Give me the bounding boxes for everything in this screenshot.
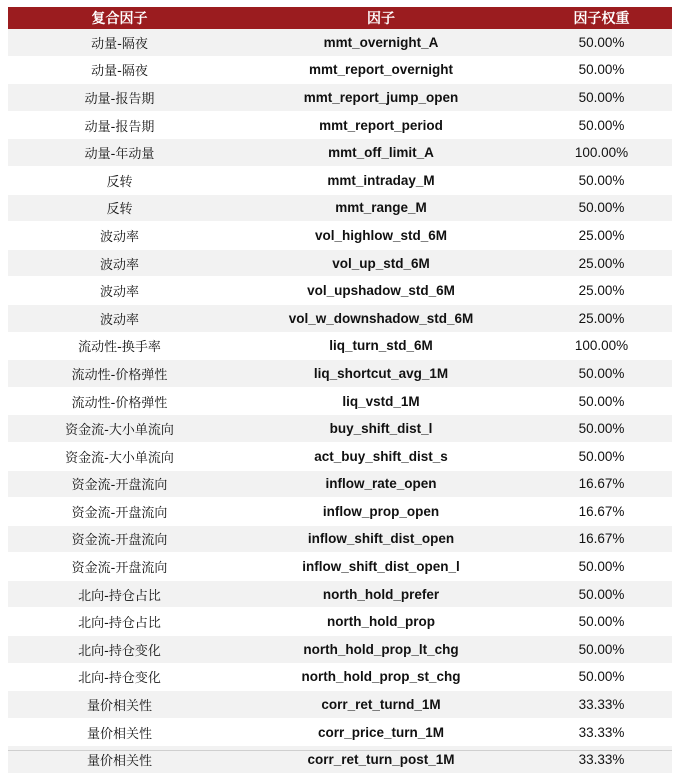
factor-name-cell: liq_vstd_1M: [231, 387, 531, 415]
factor-name-cell: corr_ret_turn_post_1M: [231, 746, 531, 774]
composite-factor-cell: 动量-报告期: [8, 111, 231, 139]
factor-name-cell: north_hold_prop: [231, 608, 531, 636]
factor-weight-cell: 33.33%: [531, 718, 672, 746]
composite-factor-cell: 量价相关性: [8, 691, 231, 719]
composite-factor-cell: 动量-年动量: [8, 139, 231, 167]
factor-name-cell: inflow_shift_dist_open_l: [231, 553, 531, 581]
composite-factor-cell: 动量-报告期: [8, 84, 231, 112]
factor-name-cell: buy_shift_dist_l: [231, 415, 531, 443]
table-row: [8, 498, 672, 526]
factor-name-cell: inflow_prop_open: [231, 498, 531, 526]
factor-name-cell: inflow_shift_dist_open: [231, 525, 531, 553]
composite-factor-cell: 北向-持仓占比: [8, 608, 231, 636]
factor-name-cell: vol_upshadow_std_6M: [231, 277, 531, 305]
composite-factor-cell: 流动性-换手率: [8, 332, 231, 360]
table-row: [8, 304, 672, 332]
factor-weight-cell: 50.00%: [531, 29, 672, 56]
factor-weight-cell: 25.00%: [531, 249, 672, 277]
factor-name-cell: corr_ret_turnd_1M: [231, 691, 531, 719]
table-row: [8, 718, 672, 746]
factor-weight-cell: 50.00%: [531, 111, 672, 139]
table-row: [8, 636, 672, 664]
factor-weight-cell: 50.00%: [531, 360, 672, 388]
bottom-rule: [8, 750, 672, 751]
table-row: [8, 580, 672, 608]
table-row: [8, 277, 672, 305]
factor-name-cell: mmt_off_limit_A: [231, 139, 531, 167]
table-row: [8, 29, 672, 56]
factor-name-cell: vol_w_downshadow_std_6M: [231, 304, 531, 332]
table-row: [8, 222, 672, 250]
table-row: [8, 84, 672, 112]
factor-weight-cell: 50.00%: [531, 387, 672, 415]
factor-weight-cell: 50.00%: [531, 194, 672, 222]
table-row: [8, 194, 672, 222]
table-row: [8, 608, 672, 636]
table-row: [8, 415, 672, 443]
factor-weight-cell: 25.00%: [531, 222, 672, 250]
factor-weight-cell: 16.67%: [531, 525, 672, 553]
factor-weight-cell: 50.00%: [531, 636, 672, 664]
factor-name-cell: north_hold_prop_lt_chg: [231, 636, 531, 664]
table-row: [8, 360, 672, 388]
table-header: [8, 7, 672, 29]
composite-factor-cell: 资金流-开盘流向: [8, 553, 231, 581]
table-row: [8, 663, 672, 691]
composite-factor-cell: 资金流-大小单流向: [8, 442, 231, 470]
composite-factor-cell: 波动率: [8, 277, 231, 305]
factor-weight-cell: 25.00%: [531, 304, 672, 332]
composite-factor-cell: 波动率: [8, 222, 231, 250]
composite-factor-cell: 资金流-开盘流向: [8, 470, 231, 498]
table-row: [8, 691, 672, 719]
composite-factor-cell: 动量-隔夜: [8, 29, 231, 56]
factor-weight-cell: 50.00%: [531, 608, 672, 636]
table-row: [8, 387, 672, 415]
factor-name-cell: inflow_rate_open: [231, 470, 531, 498]
table-row: [8, 111, 672, 139]
factor-weight-cell: 16.67%: [531, 470, 672, 498]
factor-name-cell: mmt_range_M: [231, 194, 531, 222]
header-row: [8, 7, 672, 29]
factor-name-cell: liq_shortcut_avg_1M: [231, 360, 531, 388]
table-row: [8, 139, 672, 167]
factor-name-cell: vol_highlow_std_6M: [231, 222, 531, 250]
table-row: [8, 442, 672, 470]
factor-name-cell: north_hold_prop_st_chg: [231, 663, 531, 691]
factor-name-cell: mmt_report_jump_open: [231, 84, 531, 112]
factor-weight-cell: 50.00%: [531, 415, 672, 443]
table-row: [8, 56, 672, 84]
factor-weight-cell: 25.00%: [531, 277, 672, 305]
composite-factor-cell: 波动率: [8, 304, 231, 332]
header-factor: 因子: [231, 7, 531, 29]
table-row: [8, 553, 672, 581]
factor-name-cell: north_hold_prefer: [231, 580, 531, 608]
factor-name-cell: mmt_report_overnight: [231, 56, 531, 84]
factor-weight-table: [8, 7, 672, 774]
header-factor-weight: 因子权重: [531, 7, 672, 29]
factor-name-cell: corr_price_turn_1M: [231, 718, 531, 746]
factor-weight-cell: 33.33%: [531, 691, 672, 719]
factor-weight-cell: 33.33%: [531, 746, 672, 774]
factor-weight-cell: 50.00%: [531, 442, 672, 470]
factor-weight-cell: 16.67%: [531, 498, 672, 526]
composite-factor-cell: 流动性-价格弹性: [8, 360, 231, 388]
composite-factor-cell: 反转: [8, 166, 231, 194]
factor-table-container: [8, 7, 672, 774]
header-composite-factor: 复合因子: [8, 7, 231, 29]
composite-factor-cell: 资金流-大小单流向: [8, 415, 231, 443]
factor-weight-cell: 50.00%: [531, 84, 672, 112]
table-row: [8, 332, 672, 360]
table-row: [8, 470, 672, 498]
composite-factor-cell: 北向-持仓变化: [8, 636, 231, 664]
composite-factor-cell: 波动率: [8, 249, 231, 277]
composite-factor-cell: 动量-隔夜: [8, 56, 231, 84]
table-row: [8, 525, 672, 553]
factor-name-cell: liq_turn_std_6M: [231, 332, 531, 360]
composite-factor-cell: 资金流-开盘流向: [8, 498, 231, 526]
composite-factor-cell: 量价相关性: [8, 718, 231, 746]
composite-factor-cell: 量价相关性: [8, 746, 231, 774]
factor-weight-cell: 50.00%: [531, 56, 672, 84]
factor-name-cell: vol_up_std_6M: [231, 249, 531, 277]
table-row: [8, 249, 672, 277]
factor-weight-cell: 100.00%: [531, 139, 672, 167]
factor-name-cell: mmt_report_period: [231, 111, 531, 139]
factor-name-cell: act_buy_shift_dist_s: [231, 442, 531, 470]
factor-weight-cell: 100.00%: [531, 332, 672, 360]
composite-factor-cell: 北向-持仓变化: [8, 663, 231, 691]
table-row: [8, 166, 672, 194]
composite-factor-cell: 资金流-开盘流向: [8, 525, 231, 553]
factor-weight-cell: 50.00%: [531, 166, 672, 194]
factor-weight-cell: 50.00%: [531, 663, 672, 691]
composite-factor-cell: 流动性-价格弹性: [8, 387, 231, 415]
composite-factor-cell: 北向-持仓占比: [8, 580, 231, 608]
factor-weight-cell: 50.00%: [531, 553, 672, 581]
factor-name-cell: mmt_overnight_A: [231, 29, 531, 56]
factor-name-cell: mmt_intraday_M: [231, 166, 531, 194]
factor-weight-cell: 50.00%: [531, 580, 672, 608]
composite-factor-cell: 反转: [8, 194, 231, 222]
table-body: [8, 29, 672, 774]
